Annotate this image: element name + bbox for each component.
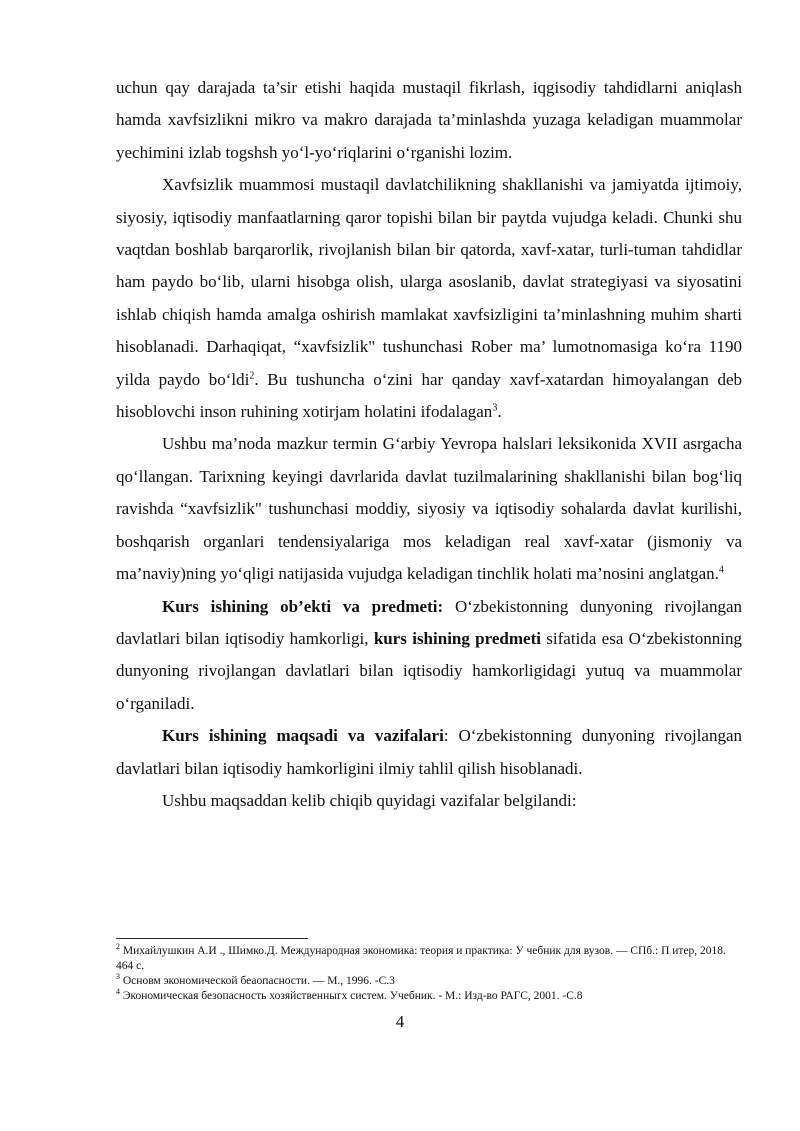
footnotes bbox=[116, 944, 742, 1004]
footnote-mark: 3 bbox=[116, 972, 120, 982]
paragraph-6-text: Ushbu maqsaddan kelib chiqib quyidagi vazifalar belgilandi: bbox=[162, 790, 577, 810]
body-text bbox=[116, 72, 742, 817]
footnote-text: Экономическая безопасность хозяйственныгх систем. Учебник. - М.: Изд-во РАГС, 2001. -С.8 bbox=[122, 990, 583, 1002]
paragraph-3-text: Ushbu ma’noda mazkur termin G‘arbiy Yevropa halslari leksikonida XVII asrgacha qo‘llangan. Tarixning keyingi davrlarida davlat tuzilmalarining shakllanishi bilan bog‘liq ravishda “xavfsizlik" tushunchasi moddiy, siyosiy va iqtisodiy sohalarda davlat kurilishi, boshqarish organlari tendensiyalariga mos keladigan real xavf-xatar (jismoniy va ma’naviy)ning yo‘qligi natijasida vujudga keladigan tinchlik holati ma’nosini anglatgan. bbox=[116, 434, 742, 584]
footnote-3 bbox=[116, 974, 742, 989]
footnote-4 bbox=[116, 989, 742, 1004]
footnote-text: Основм экономической беаопасности. — М., 1996. -С.3 bbox=[122, 975, 395, 987]
paragraph-2-text-b: . Bu tushuncha o‘zini har qanday xavf-xatardan himoyalangan deb hisoblovchi inson ruhining xotirjam holatini ifodalagan bbox=[116, 369, 742, 422]
paragraph-4-text-b: sifatida esa O‘zbekistonning dunyoning rivojlangan davlatlari bilan iqtisodiy hamkorligidagi yutuq va muammolar o‘rganiladi. bbox=[116, 628, 743, 713]
paragraph-2-text-c: . bbox=[497, 402, 502, 422]
footnote-2 bbox=[116, 944, 742, 974]
footnote-divider bbox=[116, 938, 308, 939]
paragraph-4-text-a: O‘zbekistonning dunyoning rivojlangan davlatlari bilan iqtisodiy hamkorligi, bbox=[116, 596, 742, 648]
paragraph-5 bbox=[116, 720, 742, 785]
paragraph-4 bbox=[116, 591, 742, 721]
paragraph-2-text-a: Xavfsizlik muammosi mustaqil davlatchilikning shakllanishi va jamiyatda ijtimoiy, siyosiy, iqtisodiy manfaatlarning qaror topishi bilan bir paytda vujudga keladi. Chunki shu vaqtdan boshlab barqarorlik, rivojlanish bilan bir qatorda, xavf-xatar, turli-tuman tahdidlar ham paydo bo‘lib, ularni hisobga olish, ularga asoslanib, davlat strategiyasi va siyosatini ishlab chiqish hamda amalga oshirish mamlakat xavfsizligini ta’minlashning muhim sharti hisoblanadi. Darhaqiqat, “xavfsizlik" tushunchasi Rober ma’ lumotnomasiga ko‘ra 1190 yilda paydo bo‘ldi bbox=[116, 175, 742, 389]
page-number: 4 bbox=[395, 1012, 405, 1031]
paragraph-5-text: : O‘zbekistonning dunyoning rivojlangan davlatlari bilan iqtisodiy hamkorligini ilmiy tahlil qilish hisoblanadi. bbox=[116, 726, 742, 778]
paragraph-3 bbox=[116, 428, 742, 590]
footnote-text: Михайлушкин А.И ., Шимко.Д. Международная экономика: теория и практика: У чебник для вузов. — СПб.: П итер, 2018. 464 с. bbox=[116, 945, 726, 972]
paragraph-1-text: uchun qay darajada ta’sir etishi haqida mustaqil fikrlash, iqgisodiy tahdidlarni aniqlash hamda xavfsizlikni mikro va makro darajada ta’minlashda yuzaga keladigan muammolar yechimini izlab togshsh yo‘l-yo‘riqlarini o‘rganishi lozim. bbox=[116, 78, 742, 162]
footnote-mark: 4 bbox=[116, 987, 120, 997]
paragraph-2 bbox=[116, 169, 742, 428]
subject-term: kurs ishining predmeti bbox=[373, 628, 541, 648]
footnote-ref-4[interactable]: 4 bbox=[718, 564, 724, 576]
paragraph-6 bbox=[116, 785, 742, 817]
footnote-ref-2[interactable]: 2 bbox=[249, 370, 255, 381]
footnote-mark: 2 bbox=[116, 942, 120, 952]
object-subject-heading: Kurs ishining ob’ekti va predmeti: bbox=[162, 596, 444, 616]
footnote-ref-3[interactable]: 3 bbox=[492, 402, 498, 414]
goals-tasks-heading: Kurs ishining maqsadi va vazifalari bbox=[162, 726, 444, 746]
paragraph-1 bbox=[116, 72, 742, 169]
